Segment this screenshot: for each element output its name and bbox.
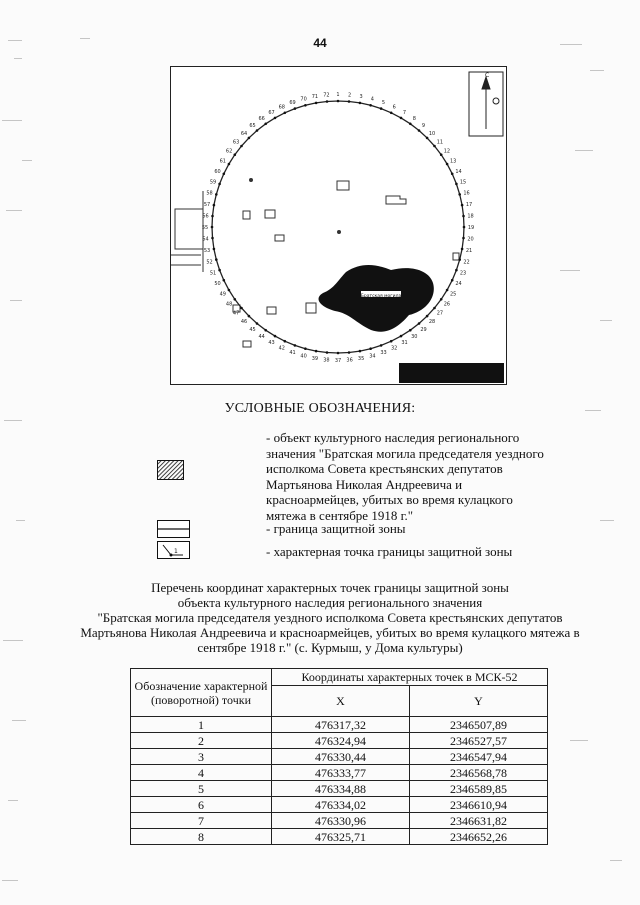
column-header-y: Y (410, 686, 548, 717)
boundary-point-label: 64 (240, 131, 248, 137)
boundary-point (211, 215, 214, 218)
boundary-point (446, 289, 449, 292)
boundary-point-label: 58 (206, 190, 213, 197)
map-drawing (171, 67, 506, 384)
boundary-point-label: 27 (436, 310, 444, 317)
boundary-point-label: 62 (225, 148, 233, 155)
boundary-point (440, 153, 443, 156)
boundary-point (446, 163, 449, 166)
hatched-square-icon (157, 460, 184, 480)
boundary-point-label: 54 (202, 236, 209, 243)
boundary-point (223, 279, 226, 282)
boundary-point (400, 117, 403, 120)
boundary-point (337, 100, 340, 103)
table-row: 7 476330,96 2346631,82 (131, 813, 548, 829)
boundary-point (213, 248, 216, 251)
boundary-point (256, 322, 259, 325)
caption-line-4: Мартьянова Николая Андреевича и красноармейцев, убитых во время кулацкого мятежа в (80, 625, 580, 640)
boundary-point-label: 61 (219, 158, 226, 165)
boundary-point (458, 193, 461, 196)
boundary-point-label: 1 (336, 92, 340, 98)
column-header-x: X (272, 686, 410, 717)
boundary-point-label: 9 (421, 123, 426, 130)
boundary-point-label: 66 (258, 116, 265, 123)
boundary-point-label: 20 (467, 236, 474, 243)
boundary-point (264, 329, 267, 332)
boundary-point-label: 55 (201, 225, 209, 231)
column-header-point: Обозначение характерной (поворотной) точки (131, 669, 272, 717)
boundary-point-label: 8 (412, 116, 416, 123)
boundary-point (248, 315, 251, 318)
boundary-point (234, 298, 237, 301)
site-map (170, 66, 507, 385)
table-row: 6 476334,02 2346610,94 (131, 797, 548, 813)
table-row: 2 476324,94 2346527,57 (131, 733, 548, 749)
boundary-point-label: 68 (278, 104, 285, 111)
boundary-point (451, 173, 454, 176)
boundary-point (284, 112, 287, 115)
page-number: 44 (313, 36, 327, 50)
boundary-point (418, 322, 421, 325)
boundary-point (461, 204, 464, 207)
boundary-point-label: 22 (463, 259, 470, 266)
boundary-point (315, 102, 318, 105)
coordinates-caption (60, 580, 600, 655)
boundary-point-label: 52 (206, 259, 213, 266)
boundary-point (315, 350, 318, 353)
boundary-point (462, 215, 465, 218)
boundary-point (359, 102, 362, 105)
boundary-point (369, 347, 372, 350)
boundary-point (380, 344, 383, 347)
boundary-point-label: 48 (225, 301, 233, 308)
boundary-point-label: 28 (428, 319, 436, 325)
boundary-point (304, 104, 307, 107)
svg-text:1: 1 (174, 548, 178, 555)
boundary-point-label: 30 (411, 333, 418, 340)
boundary-point-label: 49 (219, 291, 226, 298)
boundary-point-label: 72 (323, 92, 330, 99)
boundary-point-label: 53 (203, 248, 211, 255)
boundary-point (400, 335, 403, 338)
boundary-point (240, 307, 243, 310)
coordinates-table (130, 668, 548, 845)
heritage-object (319, 265, 504, 383)
boundary-point (213, 204, 216, 207)
boundary-point-label: 44 (258, 333, 265, 340)
boundary-point (390, 340, 393, 343)
boundary-point-label: 40 (300, 353, 307, 360)
boundary-point-label: 50 (214, 281, 221, 288)
boundary-point-label: 59 (209, 179, 217, 186)
boundary-point-label: 63 (232, 139, 240, 146)
boundary-point-label: 33 (380, 350, 387, 356)
boundary-point (461, 248, 464, 251)
boundary-point (463, 226, 466, 229)
boundary-point-label: 15 (459, 179, 467, 186)
boundary-point (458, 258, 461, 261)
table-row: 1 476317,32 2346507,89 (131, 717, 548, 733)
boundary-point-label: 19 (467, 225, 475, 231)
table-row: 8 476325,71 2346652,26 (131, 829, 548, 845)
boundary-point (326, 351, 329, 354)
boundary-point-label: 5 (381, 100, 386, 106)
table-row: 5 476334,88 2346589,85 (131, 781, 548, 797)
corner-point-icon (157, 541, 190, 559)
boundary-point-label: 23 (459, 270, 467, 277)
boundary-point (455, 183, 458, 186)
protection-zone-boundary (202, 92, 474, 364)
boundary-point-label: 3 (359, 94, 363, 100)
boundary-point (304, 347, 307, 350)
boundary-point-label: 17 (465, 201, 473, 208)
boundary-point (409, 123, 412, 126)
boundary-point-label: 57 (203, 201, 211, 208)
boundary-point (433, 145, 436, 148)
svg-text:С: С (485, 72, 490, 79)
boundary-point (433, 307, 436, 310)
boundary-point (451, 279, 454, 282)
boundary-point (223, 173, 226, 176)
boundary-point (294, 107, 297, 110)
boundary-point (380, 107, 383, 110)
boundary-point (240, 145, 243, 148)
boundary-point-label: 29 (420, 326, 427, 333)
boundary-point (294, 344, 297, 347)
boundary-point (228, 289, 231, 292)
boundary-point-label: 13 (450, 158, 457, 165)
boundary-point (455, 269, 458, 272)
boundary-point-label: 32 (391, 345, 398, 352)
boundary-point-label: 11 (436, 139, 444, 146)
boundary-point-label: 60 (214, 168, 221, 175)
legend-title: УСЛОВНЫЕ ОБОЗНАЧЕНИЯ: (224, 401, 416, 416)
boundary-point-label: 12 (443, 148, 451, 155)
boundary-point (274, 117, 277, 120)
boundary-point-label: 6 (392, 104, 396, 111)
boundary-point (211, 226, 214, 229)
boundary-point-label: 34 (369, 353, 376, 360)
map-small-structures (233, 179, 462, 348)
boundary-point (326, 100, 329, 103)
boundary-point (228, 163, 231, 166)
boundary-point (256, 129, 259, 132)
table-row: 4 476333,77 2346568,78 (131, 765, 548, 781)
boundary-point-label: 70 (300, 96, 307, 103)
boundary-point (337, 352, 340, 355)
boundary-point (390, 112, 393, 115)
boundary-point (218, 269, 221, 272)
boundary-point-label: 4 (370, 96, 374, 103)
boundary-point-label: 24 (455, 281, 462, 288)
boundary-point-label: 31 (401, 340, 408, 347)
boundary-point (215, 193, 218, 196)
boundary-point-label: 39 (311, 356, 319, 362)
boundary-point (409, 329, 412, 332)
boundary-point-label: 45 (249, 326, 256, 333)
boundary-point (284, 340, 287, 343)
boundary-point-label: 37 (334, 358, 342, 364)
boundary-point-label: 56 (202, 213, 209, 220)
boundary-point-label: 26 (443, 301, 451, 308)
boundary-point-label: 36 (346, 357, 353, 364)
heritage-object-label: Братская могила (360, 294, 402, 299)
boundary-point-label: 47 (232, 310, 240, 317)
boundary-point-label: 10 (428, 131, 436, 137)
boundary-point-label: 69 (289, 100, 296, 106)
boundary-point (348, 351, 351, 354)
legend-item-point: - характерная точка границы защитной зоны (266, 544, 513, 559)
boundary-point (348, 100, 351, 103)
boundary-point-label: 43 (268, 340, 275, 347)
boundary-point-label: 14 (455, 168, 462, 175)
legend-item-boundary: - граница защитной зоны (266, 521, 406, 536)
north-arrow-icon (469, 72, 503, 136)
boundary-point (248, 137, 251, 140)
boundary-point (211, 237, 214, 240)
table-row: 3 476330,44 2346547,94 (131, 749, 548, 765)
boundary-line-icon (157, 520, 190, 538)
boundary-point-label: 51 (209, 270, 217, 277)
boundary-point-label: 46 (240, 319, 248, 325)
boundary-point-label: 38 (323, 357, 330, 364)
boundary-point-label: 42 (278, 345, 285, 352)
caption-line-1: Перечень координат характерных точек границы защитной зоны (151, 580, 509, 595)
boundary-point-label: 65 (249, 123, 256, 130)
boundary-point (418, 129, 421, 132)
boundary-point (234, 153, 237, 156)
boundary-point (215, 258, 218, 261)
boundary-point (218, 183, 221, 186)
boundary-point (274, 335, 277, 338)
boundary-point-label: 7 (402, 109, 407, 116)
boundary-point (462, 237, 465, 240)
boundary-point-label: 35 (357, 356, 365, 362)
boundary-point-label: 41 (289, 350, 296, 356)
boundary-point-label: 25 (450, 291, 457, 298)
boundary-point-label: 21 (465, 248, 473, 255)
boundary-point-label: 67 (268, 109, 275, 116)
boundary-point-label: 16 (463, 190, 470, 197)
legend-item-object: - объект культурного наследия регионального значения "Братская могила председателя уездного исполкома Совета крестьянских депутатов Мартьянова Николая Андреевича и красноармейцев, убитых во время кулацкого мятежа в сентябре 1918 г." (266, 430, 544, 523)
boundary-point (426, 315, 429, 318)
boundary-point (359, 350, 362, 353)
boundary-point-label: 18 (467, 213, 474, 220)
boundary-point-label: 71 (311, 94, 319, 100)
boundary-point (264, 123, 267, 126)
caption-line-2: объекта культурного наследия регионального значения (177, 595, 483, 610)
caption-line-3: "Братская могила председателя уездного исполкома Совета крестьянских депутатов (97, 610, 563, 625)
map-building-left (171, 191, 203, 272)
boundary-point-label: 2 (348, 92, 352, 99)
boundary-point (440, 298, 443, 301)
boundary-point (369, 104, 372, 107)
column-header-coords: Координаты характерных точек в МСК-52 (272, 669, 548, 686)
caption-line-5: сентябре 1918 г." (с. Курмыш, у Дома культуры) (197, 640, 463, 655)
